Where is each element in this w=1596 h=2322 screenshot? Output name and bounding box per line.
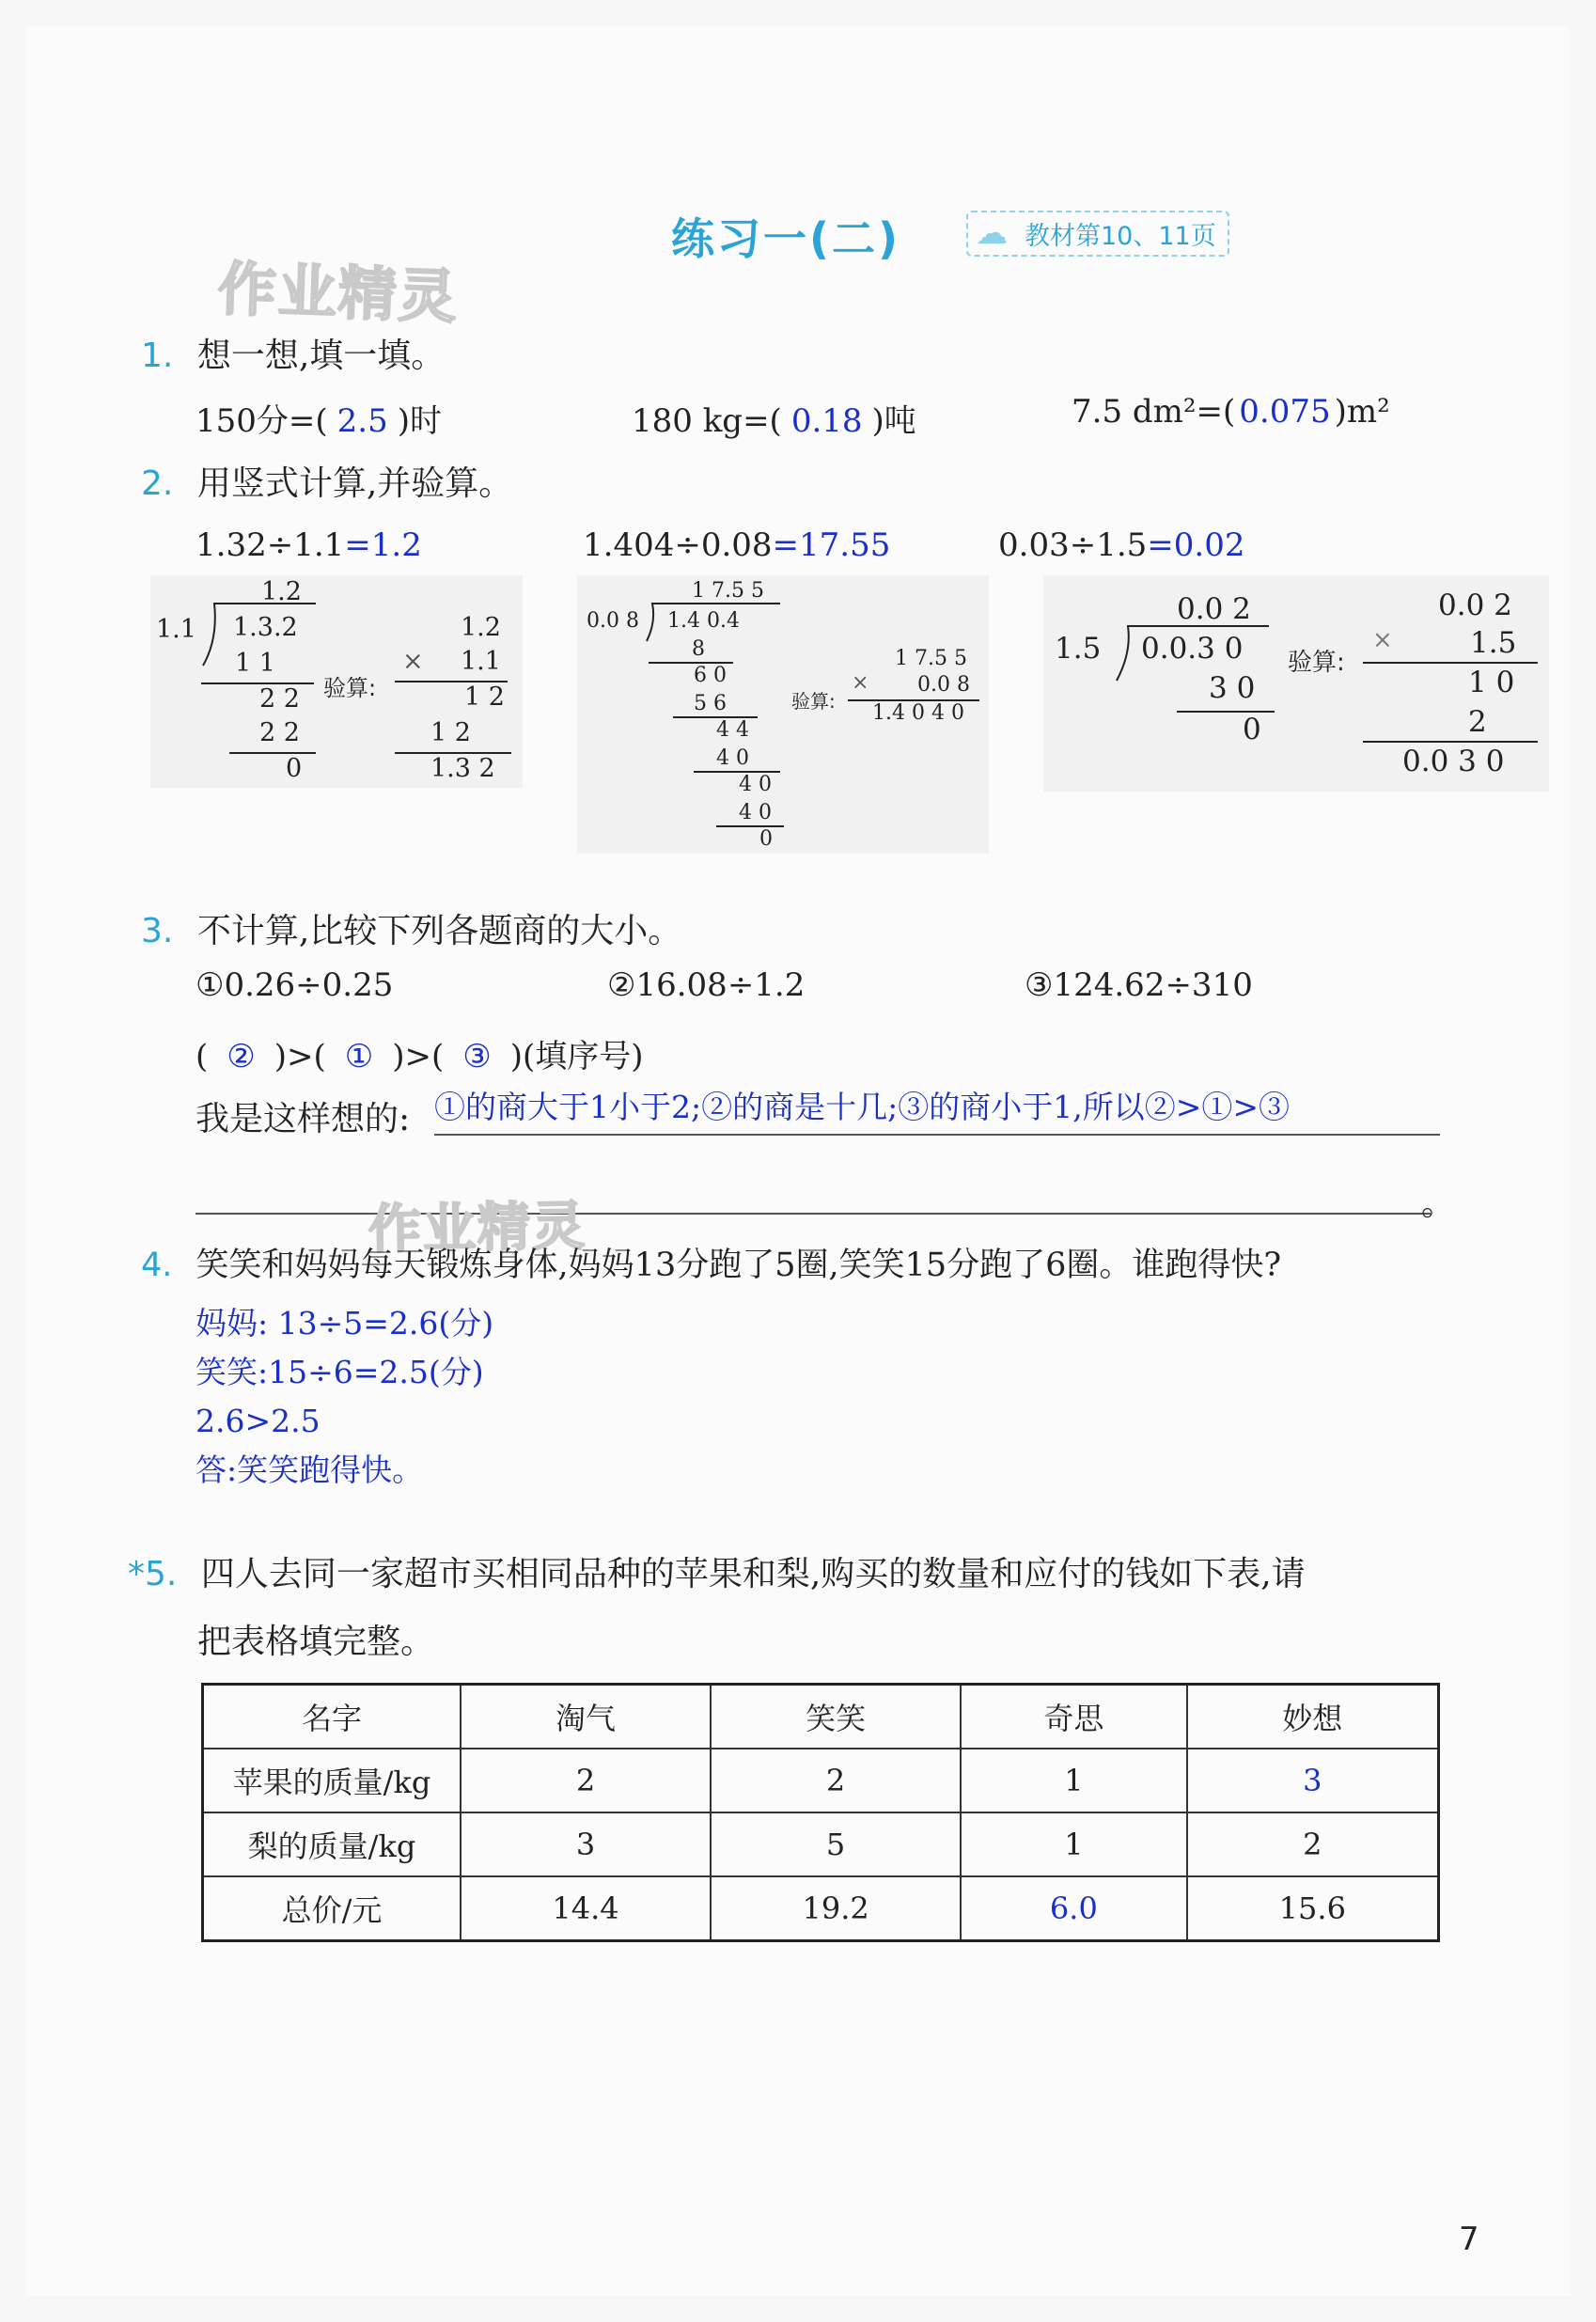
q1-item-b: 180 kg=( 0.18 )吨 [632,402,916,440]
watermark: 作业精灵 [368,1195,587,1262]
question-text: 不计算,比较下列各题商的大小。 [196,912,682,950]
q3-order-answer: ( ② )>( ① )>( ③ )(填序号) [196,1038,644,1075]
question-text: 用竖式计算,并验算。 [196,464,513,503]
question-number: 2. [141,464,174,503]
data-table [201,1683,1440,1942]
question-number: *5. [128,1555,178,1593]
question-2 [141,457,512,505]
question-text-cont: 把表格填完整。 [197,1623,435,1661]
table-row: 总价/元 14.4 19.2 6.0 15.6 [203,1876,1439,1941]
q2-problem-1: 1.32÷1.1=1.2 [196,526,422,564]
work-2-divisor: 0.0 8 [587,609,639,633]
question-number: 3. [141,912,174,950]
answer: 6.0 [961,1876,1186,1941]
check-label: 验算: [791,690,836,713]
question-number: 1. [141,337,174,375]
q1-item-a: 150分=( 2.5 )时 [196,402,442,440]
q3-reason-line [434,1083,1440,1136]
page-number: 7 [1459,2220,1479,2258]
work-3-divisor: 1.5 [1055,632,1102,666]
work-1-divisor: 1.1 [156,615,196,644]
q3-expression-1: ①0.26÷0.25 [196,966,394,1004]
work-2-quotient: 1 7.5 5 [692,579,764,603]
work-2-dividend: 1.4 0.4 [667,609,740,633]
page-title: 练习一(二) [671,213,901,264]
question-number: 4. [141,1247,173,1284]
question-5 [128,1547,1306,1595]
cloud-icon: ☁ [976,214,1008,252]
q3-reason-label: 我是这样想的: [196,1100,411,1138]
question-4 [141,1239,1281,1286]
question-text: 笑笑和妈妈每天锻炼身体,妈妈13分跑了5圈,笑笑15分跑了6圈。谁跑得快? [196,1247,1282,1284]
check-label: 验算: [1288,649,1345,677]
answer: 0.075 [1239,393,1331,431]
check-label: 验算: [323,675,377,701]
question-1 [141,329,445,377]
work-3-dividend: 0.0.3 0 [1141,632,1244,666]
q3-reason: ①的商大于1小于2;②的商是十几;③的商小于1,所以②>①>③ [434,1089,1291,1125]
question-3 [141,904,681,952]
table-row: 梨的质量/kg 3 5 1 2 [203,1812,1439,1876]
q3-expression-3: ③124.62÷310 [1025,966,1253,1004]
answer: 0.18 [790,402,863,440]
table-row: 苹果的质量/kg 2 2 1 3 [203,1749,1439,1812]
work-1-quotient: 1.2 [261,577,302,606]
answer: 2.5 [336,402,388,440]
q4-answer: 妈妈: 13÷5=2.6(分) 笑笑:15÷6=2.5(分) 2.6>2.5 答:笑笑跑得快。 [196,1305,494,1488]
work-1-dividend: 1.3.2 [233,613,298,642]
watermark: 作业精灵 [216,254,461,332]
q2-problem-2: 1.404÷0.08=17.55 [583,526,891,564]
question-text: 想一想,填一填。 [196,337,446,375]
textbook-reference: ☁ 教材第10、11页 [966,211,1229,257]
q2-problem-3: 0.03÷1.5=0.02 [998,526,1245,564]
answer: 3 [1187,1749,1439,1812]
work-3-quotient: 0.0 2 [1177,592,1251,626]
table-header-row: 名字 淘气 笑笑 奇思 妙想 [203,1685,1439,1749]
q1-item-c: 7.5 dm²=( 0.075 )m² [1072,393,1390,431]
question-text: 四人去同一家超市买相同品种的苹果和梨,购买的数量和应付的钱如下表,请 [200,1555,1306,1593]
q3-expression-2: ②16.08÷1.2 [607,966,806,1004]
